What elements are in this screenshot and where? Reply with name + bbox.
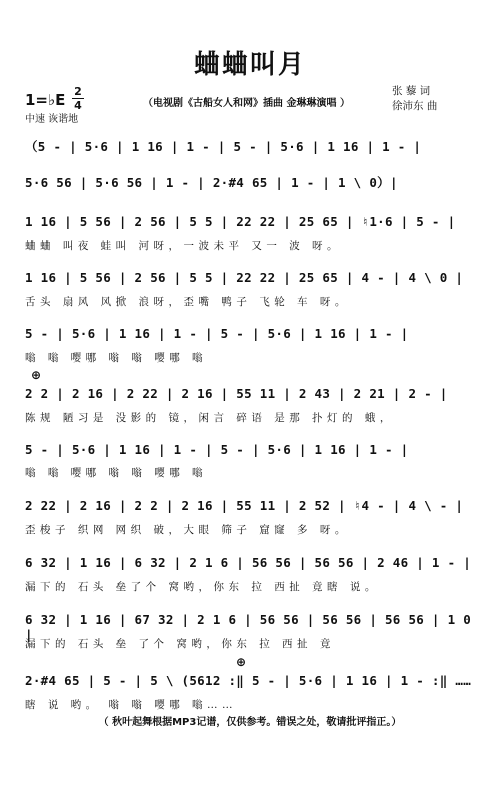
time-signature-top: 2: [74, 85, 82, 98]
lyric-row: 嗡 嗡 嘤哪 嗡 嗡 嘤哪 嗡: [25, 467, 208, 479]
song-title: 蛐蛐叫月: [193, 50, 306, 80]
lyricist-credit: 张 藜 词: [392, 85, 431, 97]
music-row: 5 - | 5·6 | 1 16 | 1 - | 5 - | 5·6 | 1 16 | 1 - |: [25, 442, 409, 457]
time-signature-bottom: 4: [74, 99, 82, 112]
music-row: 1 16 | 5 56 | 2 56 | 5 5 | 22 22 | 25 65 | ♮1·6 | 5 - |: [25, 214, 456, 229]
segno-mark: ⊕: [31, 368, 42, 382]
lyric-row: 漏下的 石头 垒 了个 窝哟，你东 拉 西扯 竟: [25, 638, 335, 650]
key-signature: 1=♭E: [25, 91, 66, 109]
music-row: （5 - | 5·6 | 1 16 | 1 - | 5 - | 5·6 | 1 16 | 1 - |: [25, 139, 422, 154]
time-signature: [72, 86, 84, 111]
transcription-note: （ 秋叶起舞根据MP3记谱，仅供参考。错误之处，敬请批评指正。）: [98, 717, 402, 728]
music-row: 2 22 | 2 16 | 2 2 | 2 16 | 55 11 | 2 52 | ♮4 - | 4 \ - |: [25, 498, 464, 513]
music-row: 5·6 56 | 5·6 56 | 1 - | 2·#4 65 | 1 - | 1 \ 0）|: [25, 175, 398, 190]
song-source: （电视剧《古船女人和网》插曲 金琳琳演唱 ）: [143, 98, 350, 109]
music-row: 2 2 | 2 16 | 2 22 | 2 16 | 55 11 | 2 43 | 2 21 | 2 - |: [25, 386, 448, 401]
music-row: 5 - | 5·6 | 1 16 | 1 - | 5 - | 5·6 | 1 16 | 1 - |: [25, 326, 409, 341]
tempo-marking: 中速 诙谐地: [25, 114, 79, 125]
lyric-row: 嗡 嗡 嘤哪 嗡 嗡 嘤哪 嗡: [25, 352, 208, 364]
music-row: 6 32 | 1 16 | 6 32 | 2 1 6 | 56 56 | 56 56 | 2 46 | 1 - |: [25, 555, 472, 570]
segno-mark: ⊕: [236, 655, 247, 669]
lyric-row: 陈规 陋习是 没影的 镜，闲言 碎语 是那 扑灯的 蛾，: [25, 412, 395, 424]
lyric-row: 瞎 说 哟。 嗡 嗡 嘤哪 嗡……: [25, 699, 238, 711]
lyric-row: 蛐蛐 叫夜 蛙叫 河呀，一波未平 又一 波 呀。: [25, 240, 343, 252]
music-row: 6 32 | 1 16 | 67 32 | 2 1 6 | 56 56 | 56 56 | 56 56 | 1 0 |: [25, 612, 472, 642]
credits: [392, 84, 437, 114]
lyric-row: 舌头 扇风 风掀 浪呀，歪嘴 鸭子 飞轮 车 呀。: [25, 296, 350, 308]
lyric-row: 歪梭子 织网 网织 破，大眼 筛子 窟窿 多 呀。: [25, 524, 350, 536]
lyric-row: 漏下的 石头 垒了个 窝哟，你东 拉 西扯 竟瞎 说。: [25, 581, 380, 593]
composer-credit: 徐沛东 曲: [392, 100, 438, 112]
music-row: 2·#4 65 | 5 - | 5 \ (5612 :‖ 5 - | 5·6 | 1 16 | 1 - :‖ ……: [25, 673, 472, 688]
music-row: 1 16 | 5 56 | 2 56 | 5 5 | 22 22 | 25 65 | 4 - | 4 \ 0 |: [25, 270, 464, 285]
